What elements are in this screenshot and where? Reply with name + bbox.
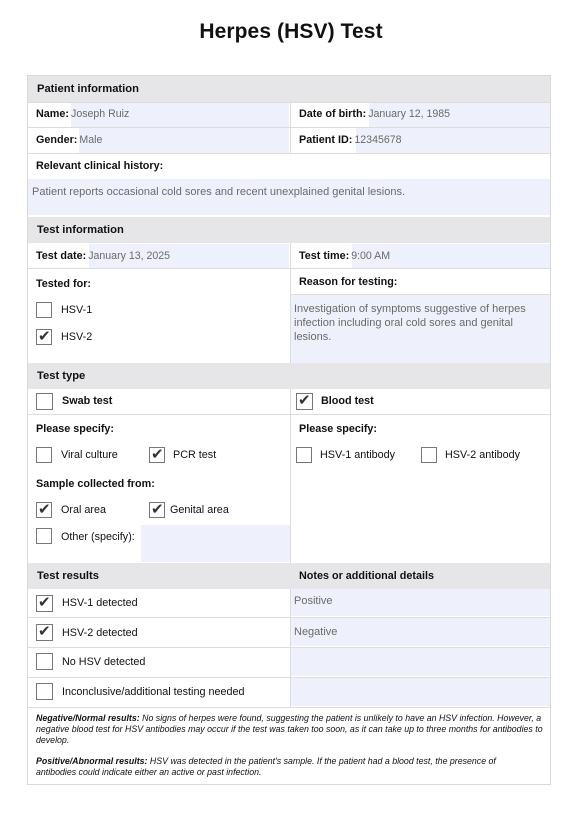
hsv2-detected-label: HSV-2 detected [62,627,138,639]
clinical-history-value: Patient reports occasional cold sores and recent unexplained genital lesions. [32,186,406,198]
blood-test-label: Blood test [321,395,374,407]
hsv2-checkbox[interactable] [36,329,52,345]
gender-field[interactable]: Gender: Male [36,134,103,146]
inconclusive-checkbox[interactable] [36,683,53,700]
hsv1-antibody-checkbox[interactable] [296,447,312,463]
blood-test-checkbox[interactable] [296,393,313,410]
genital-area-checkbox[interactable] [149,502,165,518]
checkmark-icon: ✔ [38,327,51,345]
positive-results-note: Positive/Abnormal results: HSV was detected in the patient's sample. If the patient had a blood test, the presence of antibodies could indicate either an active or past infection. [36,756,496,777]
genital-area-label: Genital area [170,504,229,516]
inconclusive-notes-field[interactable] [291,678,550,706]
patient-id-value: 12345678 [354,134,402,146]
section-test-type: Test type [28,363,550,389]
test-time-field[interactable]: Test time: 9:00 AM [299,250,391,262]
viral-culture-checkbox[interactable] [36,447,52,463]
section-test-information: Test information [28,217,550,243]
hsv1-checkbox[interactable] [36,302,52,318]
inconclusive-label: Inconclusive/additional testing needed [62,686,245,698]
hsv2-antibody-checkbox[interactable] [421,447,437,463]
patient-id-field[interactable]: Patient ID: 12345678 [299,134,402,146]
hsv1-notes-value: Positive [294,595,333,607]
hsv1-antibody-label: HSV-1 antibody [320,449,396,461]
pcr-test-label: PCR test [173,449,217,461]
no-hsv-notes-field[interactable] [291,648,550,676]
dob-value: January 12, 1985 [368,108,451,120]
hsv1-detected-checkbox[interactable] [36,595,53,612]
clinical-history-label: Relevant clinical history: [36,160,164,172]
notes-header: Notes or additional details [299,570,434,582]
hsv1-option-label: HSV-1 [61,304,93,316]
hsv-test-form [27,75,551,785]
tested-for-label: Tested for: [36,278,91,290]
dob-field[interactable]: Date of birth: January 12, 1985 [299,108,451,120]
no-hsv-label: No HSV detected [62,656,146,668]
checkmark-icon: ✔ [38,622,51,640]
oral-area-label: Oral area [61,504,107,516]
checkmark-icon: ✔ [38,500,51,518]
reason-value: Investigation of symptoms suggestive of herpes infection including oral cold sores and genital lesions. [294,303,526,343]
swab-specify-label: Please specify: [36,423,115,435]
checkmark-icon: ✔ [151,500,164,518]
other-sample-label: Other (specify): [61,531,135,543]
hsv1-detected-label: HSV-1 detected [62,597,138,609]
test-date-value: January 13, 2025 [88,250,171,262]
checkmark-icon: ✔ [298,391,311,409]
checkmark-icon: ✔ [151,445,164,463]
test-date-field[interactable]: Test date: January 13, 2025 [36,250,171,262]
gender-field-bg [79,128,289,153]
hsv2-option-label: HSV-2 [61,331,93,343]
name-value: Joseph Ruiz [71,108,130,120]
other-sample-input[interactable] [141,525,290,562]
name-field[interactable]: Name: Joseph Ruiz [36,108,130,120]
other-sample-checkbox[interactable] [36,528,52,544]
page-title: Herpes (HSV) Test [199,20,383,43]
viral-culture-label: Viral culture [61,449,118,461]
blood-specify-label: Please specify: [299,423,378,435]
test-time-value: 9:00 AM [351,250,391,262]
gender-value: Male [79,134,103,146]
oral-area-checkbox[interactable] [36,502,52,518]
section-test-results: Test results [28,563,550,589]
section-patient-information: Patient information [28,76,550,102]
hsv2-antibody-label: HSV-2 antibody [445,449,521,461]
negative-results-note: Negative/Normal results: No signs of herpes were found, suggesting the patient is unlikely to have an HSV infection. However, a negative blood test for HSV antibodies may occur if the test was taken too soon, as it can take up to three months for antibodies to develop. [36,713,543,745]
sample-collected-label: Sample collected from: [36,478,155,490]
pcr-test-checkbox[interactable] [149,447,165,463]
checkmark-icon: ✔ [38,593,51,611]
swab-test-label: Swab test [62,395,113,407]
swab-test-checkbox[interactable] [36,393,53,410]
hsv2-detected-checkbox[interactable] [36,624,53,641]
no-hsv-checkbox[interactable] [36,653,53,670]
hsv2-notes-value: Negative [294,626,338,638]
reason-label: Reason for testing: [299,276,398,288]
